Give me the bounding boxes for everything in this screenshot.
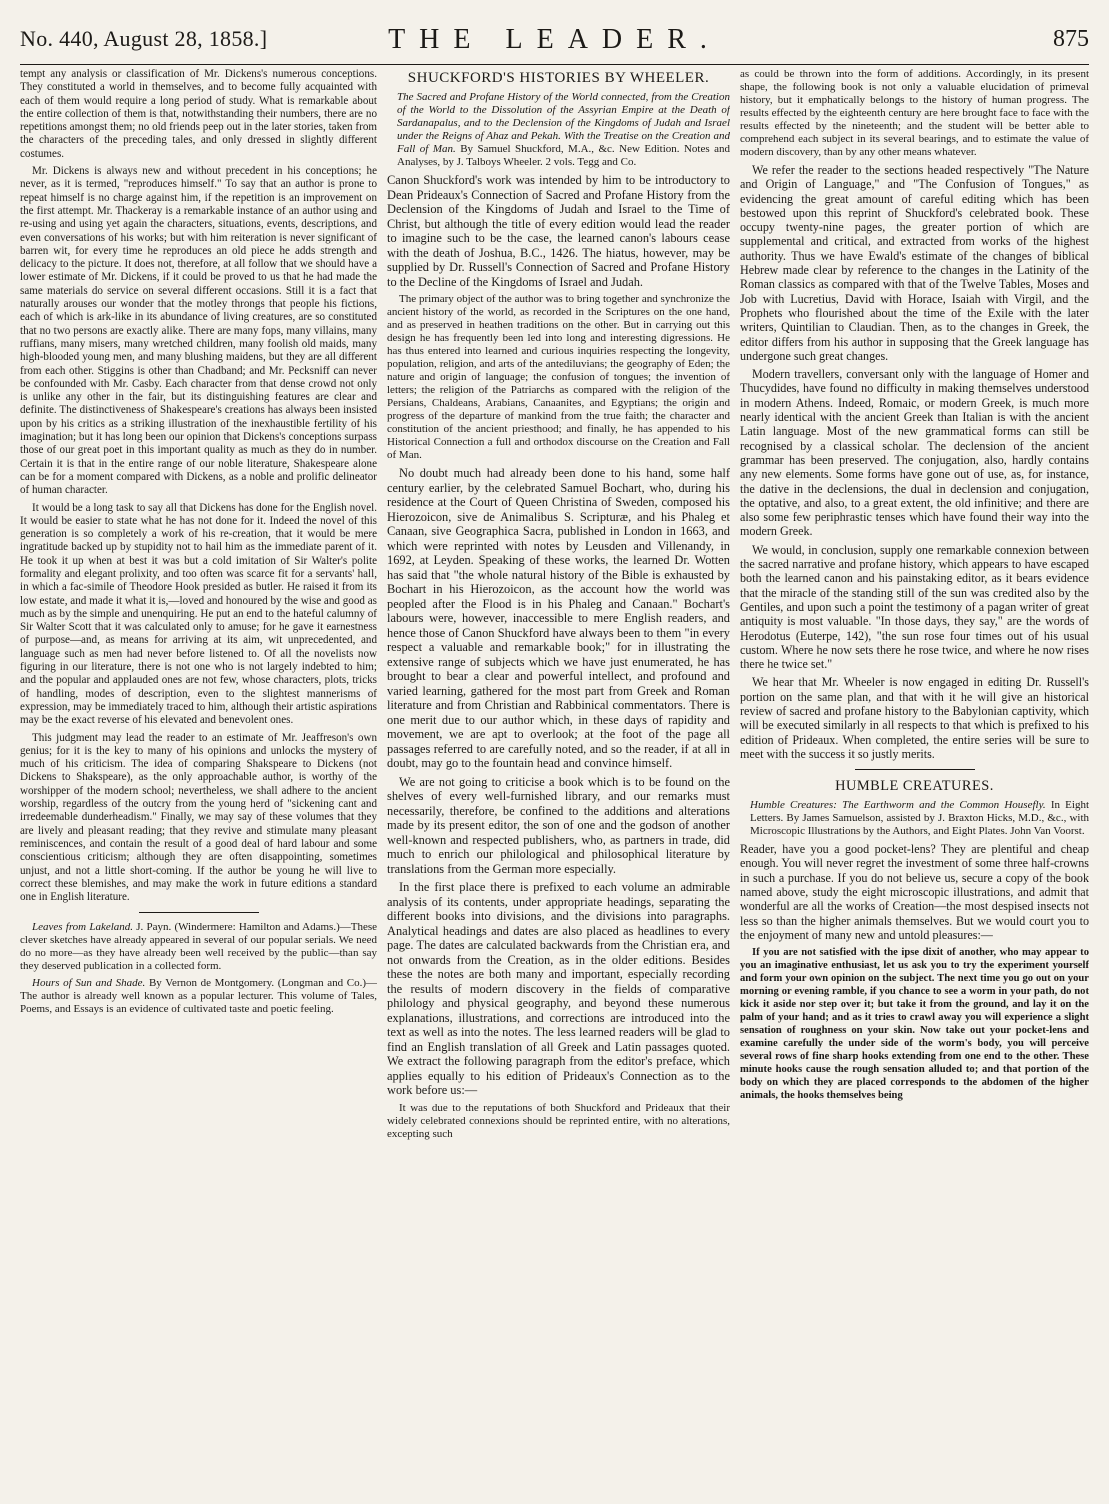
quoted-extract: If you are not satisfied with the ipse dixit of another, who may appear to you an imaginative enthusiast, let us ask you to try the experiment yourself and form your own opinion on the subject. The next time you go out on your morning or evening ramble, if you chance to see a worm in your path, do not kick it aside nor step over it; but take it from the ground, and lay it on the palm of your hand; and as it tries to crawl away you will experience a slight sensation of roughness on your skin. Now take out your pocket-lens and examine carefully the under side of the worm's body, you will perceive several rows of fine sharp hooks extending from one end to the other. These minute hooks cause the rough sensation alluded to; and that portion of the body on which they are placed corresponds to the abdomen of the higher animals, the hooks themselves being (740, 947, 1089, 1102)
book-title: The Sacred and Profane History of the World connected, from the Creation of the World to the Dissolution of the Assyrian Empire at the Death of Sardanapalus, and to the Declension of the Kingdoms of Judah and Israel under the Reigns of Ahaz and Pekah. With the Treatise on the Creation and Fall of Man. (397, 91, 730, 155)
notice-text: By Vernon de Montgomery. (Longman and Co.)—The author is already well known as a popular lecturer. This volume of Tales, Poems, and Essays is an evidence of cultivated taste and poetic feeling. (20, 977, 377, 1016)
divider (855, 769, 975, 770)
notice-text: J. Payn. (Windermere: Hamilton and Adams.)—These clever sketches have already appeared in several of our popular serials. We need do no more—as they have already been well received by the public—than say they deserved publication in a collected form. (20, 921, 377, 973)
issue-date: No. 440, August 28, 1858.] (20, 26, 268, 51)
paragraph: tempt any analysis or classification of Mr. Dickens's numerous conceptions. They constituted a world in themselves, and to become fully acquainted with each of them would require a long period of study. What is remarkable about the entire collection of them is that, notwithstanding their numbers, there are no repetitions amongst them; no old friends peep out in the later stories, taken from the characters of the preceding tales, and only dressed in slightly different costumes. (20, 68, 377, 160)
book-citation (387, 91, 730, 169)
short-notice (20, 921, 377, 973)
book-details: In Eight Letters. By James Samuelson, assisted by J. Braxton Hicks, M.D., &c., with Microscopic Illustrations by the Authors, and Eight Plates. John Van Voorst. (750, 799, 1089, 838)
divider (139, 912, 259, 913)
column-2 (387, 68, 730, 1498)
paragraph: Reader, have you a good pocket-lens? They are plentiful and cheap enough. You will never regret the investment of some three half-crowns in such a purchase. If you do not believe us, secure a copy of the book named above, study the eight microscopic illustrations, and admit that wonderful are all the works of Creation—the most despised insects not less so than the higher animals themselves. But we would court you to the enjoyment of many new and untold pleasures:— (740, 842, 1089, 942)
notice-title: Leaves from Lakeland. (32, 921, 134, 934)
page-number: 875 (1053, 26, 1089, 52)
paragraph: Mr. Dickens is always new and without precedent in his conceptions; he never, as it is termed, "reproduces himself." To say that an author is prone to repeat himself is no charge against him, if the repetition is an improvement on the first attempt. Mr. Thackeray is a remarkable instance of an author using and re-using and using yet again the characters, situations, events, descriptions, and even conversations of his works; but with him reiteration is never significant of barren wit, for every time he reproduces an old piece he adds strength and delicacy to the picture. It does not, therefore, at all follow that we should have a lower estimate of Mr. Dickens, if it could be proved to us that he had made the same materials do service on several different occasions. Still it is a fact that naturally arouses our wonder that the motley throngs that people his fictions, each of which is ark-like in its abundance of living creatures, are so constituted that no two persons are exactly alike. There are many fops, many villains, many ruffians, many misers, many wretched children, many foolish old maids, many high-blooded young men, and many blushing maidens, but they are all different from each other. Stiggins is other than Chadband; and Mr. Pecksniff can never be confounded with Mr. Casby. Each character from that dense crowd not only is unlike any other in the fair, but its distinguishing features are clear and definite. The distinctiveness of Shakespeare's creations has always been insisted upon by his critics as a striking illustration of the inexhaustible fertility of his imagination; but it has long been our opinion that Dickens's conceptions surpass those of our great poet in this important quality as much as they do in number. Certain it is that in the entire range of our noble literature, Shakespeare alone can be for a moment compared with Dickens, as a noble and prolific delineator of human character. (20, 165, 377, 497)
column-1 (20, 68, 377, 1498)
short-notice (20, 977, 377, 1016)
article-columns (20, 68, 1089, 1498)
article-heading: HUMBLE CREATURES. (835, 778, 994, 795)
masthead (20, 18, 1089, 65)
paragraph: This judgment may lead the reader to an estimate of Mr. Jeaffreson's own genius; for it is the key to many of his opinions and unlocks the mystery of much of his criticism. The idea of comparing Shakspeare to Dickens (not Dickens to Shakspeare), as the only approachable author, is worthy of the worshipper of the modern school; nevertheless, we shall adhere to the ancient worship, regardless of the outcry from the young herd of "sickening cant and irredeemable dunderheadism." Finally, we may say of these volumes that they are lively and pleasant reading; that they revive and stimulate many pleasant reminiscences, and contain the result of a good deal of hard labour and some conscientious criticism; although they are often disappointing, sometimes unjust, and not a little short-coming. If the author be young he will live to correct these blemishes, and may make the work in future editions a standard one in English literature. (20, 731, 377, 904)
column-3 (740, 68, 1089, 1498)
notice-title: Hours of Sun and Shade. (32, 977, 146, 990)
paragraph: The primary object of the author was to bring together and synchronize the ancient history of the world, as recorded in the Scriptures on the one hand, and as preserved in heathen traditions on the other. But in carrying out this design he has frequently been led into long and interesting digressions. He has thus entered into learned and curious inquiries respecting the longevity, population, religion, and arts of the antediluvians; the geography of Eden; the nature and origin of language; the confusion of tongues; the invention of letters; the religion of the Patriarchs as compared with the religion of the Persians, Chaldeans, Arabians, Canaanites, and Egyptians; the origin and progress of the departure of mankind from the true faith; the character and constitution of the ancient priesthood; and finally, he has appended to his Historical Connection a full and orthodox discourse on the Creation and Fall of Man. (387, 293, 730, 461)
paragraph: It would be a long task to say all that Dickens has done for the English novel. It would be easier to state what he has not done for it. Indeed the novel of this generation is so completely a work of his re-creation, that it would be mere ingratitude backed up by stupidity not to hail him as the immediate parent of it. He took it up when at best it was but a cold imitation of Sir Walter's polite formality and elegant prolixity, and too often was scarce fit for a servants' hall, in which a fac-simile of Theodore Hook presided as butler. He raised it from its low estate, and made it what it is,—loved and honoured by the wise and good as much as by the simple and unenquiring. He put an end to the hateful calumny of Sir Walter Scott that it was calculated only to amuse; for he gave it earnestness of purpose—and, as means for arriving at its aim, wit unprecedented, and language such as men had never before listened to. Of all the novelists now figuring in our literature, there is not one who is not largely indebted to him; and the popular and applauded ones are not few, whose characters, plots, tricks of handling, modes of description, even to the slightest mannerisms of expression, may be immediately traced to him, although their artistic aspirations may be the exact reverse of his elevated and benevolent ones. (20, 501, 377, 727)
paragraph: We are not going to criticise a book which is to be found on the shelves of every well-furnished library, and our remarks must necessarily, therefore, be confined to the additions and alterations made by its present editor, the son of one and the godson of another well-known and respected publishers, who, as partners in trade, did much to enrich our philological and philosophical literature by translations from the German more especially. (387, 774, 730, 876)
book-title: Humble Creatures: The Earthworm and the Common Housefly. (750, 799, 1046, 812)
book-details: By Samuel Shuckford, M.A., &c. New Edition. Notes and Analyses, by J. Talboys Wheeler. 2 vols. Tegg and Co. (397, 143, 730, 168)
paragraph: We hear that Mr. Wheeler is now engaged in editing Dr. Russell's portion on the same plan, and that with it he will give an historical review of sacred and profane history to the Babylonian captivity, which will be executed similarly in all respects to that which is prefixed to his edition of Prideaux. When completed, the entire series will be sure to meet with the success it so justly merits. (740, 675, 1089, 761)
paragraph: We refer the reader to the sections headed respectively "The Nature and Origin of Language," and "The Confusion of Tongues," as evidencing the great amount of careful editing which has been bestowed upon this reprint of Shuckford's celebrated book. These occupy twenty-nine pages, the greater portion of which are supplemental and critical, and extracted from works of the highest authority. Thus we have Ewald's estimate of the changes of biblical Hebrew made clear by reference to the changes in the Latinity of the Roman classics as compared with that of the Twelve Tables, Moses and Job with Lucretius, David with Horace, Isaiah with Virgil, and the Prophets who flourished about the time of the Exile with the later writers, Quintilian to Claudian. Then, as to the changes in Greek, the editor differs from his author in supposing that the Greek language has undergone such great changes. (740, 163, 1089, 363)
article-heading: SHUCKFORD'S HISTORIES BY WHEELER. (407, 70, 710, 86)
paragraph: Modern travellers, conversant only with the language of Homer and Thucydides, have found no difficulty in making themselves understood in modern Athens. Indeed, Romaic, or modern Greek, is much more nearly identical with the ancient Greek than Italian is with the ancient Latin language. Most of the new grammatical forms can still be recognised by a classical scholar. The declension of the ancient grammar has been preserved. The conjugation, also, hardly contains any new elements. Some forms have gone out of use, as, for instance, the dative in the declensions, the dual in declension and conjugation, the optative, and also, to a great extent, the old infinitive; and there are also some few periphrastic tenses which have found their way into the modern Greek. (740, 367, 1089, 539)
paragraph: In the first place there is prefixed to each volume an admirable analysis of its contents, under appropriate headings, separating the different books into divisions, and the divisions into paragraphs. Analytical headings and dates are also placed as headlines to every page. The dates are calculated backwards from the Christian era, and not onwards from the Creation, as in the older editions. Besides these the notes are both many and important, especially recording the results of modern discovery in the fields of comparative philology and physical geography, and beyond these numerous explanations, illustrations, and corrections are introduced into the text as well as into the notes. The less learned readers will be glad to find an English translation of all Greek and Latin passages quoted. We extract the following paragraph from the editor's preface, which applies equally to his edition of Prideaux's Connection as to the work before us:— (387, 880, 730, 1097)
paragraph: No doubt much had already been done to his hand, some half century earlier, by the celebrated Samuel Bochart, who, during his residence at the Court of Queen Christina of Sweden, composed his Hierozoicon, sive de Animalibus S. Scripturæ, and his Phaleg et Canaan, sive Geographica Sacra, published in London in 1663, and which were reprinted with notes by Leusden and Villenandy, in 1692, at Leyden. Speaking of these works, the learned Dr. Wotten has said that "the whole natural history of the Bible is exhausted by Bochart in his Hierozoicon, as the account how the world was peopled after the Flood is in his Phaleg and Canaan." Bochart's labours were, however, inaccessible to mere English readers, and hence those of Canon Shuckford have always been to them "in every respect a valuable and remarkable book;" for in illustrating the extensive range of subjects which we have just enumerated, he has brought to bear a clear and powerful intellect, and profound and varied learning, gathered for the most part from Greek and Roman literature and from Christian and Rabbinical commentators. There is one merit due to our author which, in these days of rapidity and movement, we are apt to overlook; at the foot of the page all passages referred to are carefully noted, and so the reader, if at all in doubt, may go to the fountain head and convince himself. (387, 466, 730, 770)
book-citation (740, 799, 1089, 838)
paragraph: as could be thrown into the form of additions. Accordingly, in its present shape, the following book is not only a valuable elucidation of primeval history, but it emphatically belongs to the history of human progress. The results effected by the eighteenth century are here brought face to face with the results effected by the nineteenth; and the student will be better able to comprehend each subject in its several bearings, and to estimate the value of modern discovery, than by any other means whatever. (740, 68, 1089, 158)
paragraph: We would, in conclusion, supply one remarkable connexion between the sacred narrative and profane history, which appears to have escaped both the learned canon and his painstaking editor, as it bears evidence that the miracle of the standing still of the sun was credited also by the Gentiles, and upon such a point the testimony of a pagan writer of great antiquity is most valuable. "In those days, they say," are the words of Herodotus (Euterpe, 142), "the sun rose four times out of his usual custom. Where he now sets there he rose twice, and where he now rises there he twice set." (740, 542, 1089, 672)
newspaper-title: THE LEADER. (388, 24, 721, 55)
paragraph: Canon Shuckford's work was intended by him to be introductory to Dean Prideaux's Connection of Sacred and Profane History from the Declension of the Kingdoms of Judah and Israel to the Time of Christ, but although the title of every edition would lead the reader to imagine such to be the case, the learned canon's labours cease with the death of Joshua, B.C., 1426. The hiatus, however, may be supplied by Dr. Russell's Connection of Sacred and Profane History to the Decline of the Kingdoms of Israel and Judah. (387, 173, 730, 289)
paragraph: It was due to the reputations of both Shuckford and Prideaux that their widely celebrated connexions should be reprinted entire, with no alterations, excepting such (387, 1101, 730, 1140)
